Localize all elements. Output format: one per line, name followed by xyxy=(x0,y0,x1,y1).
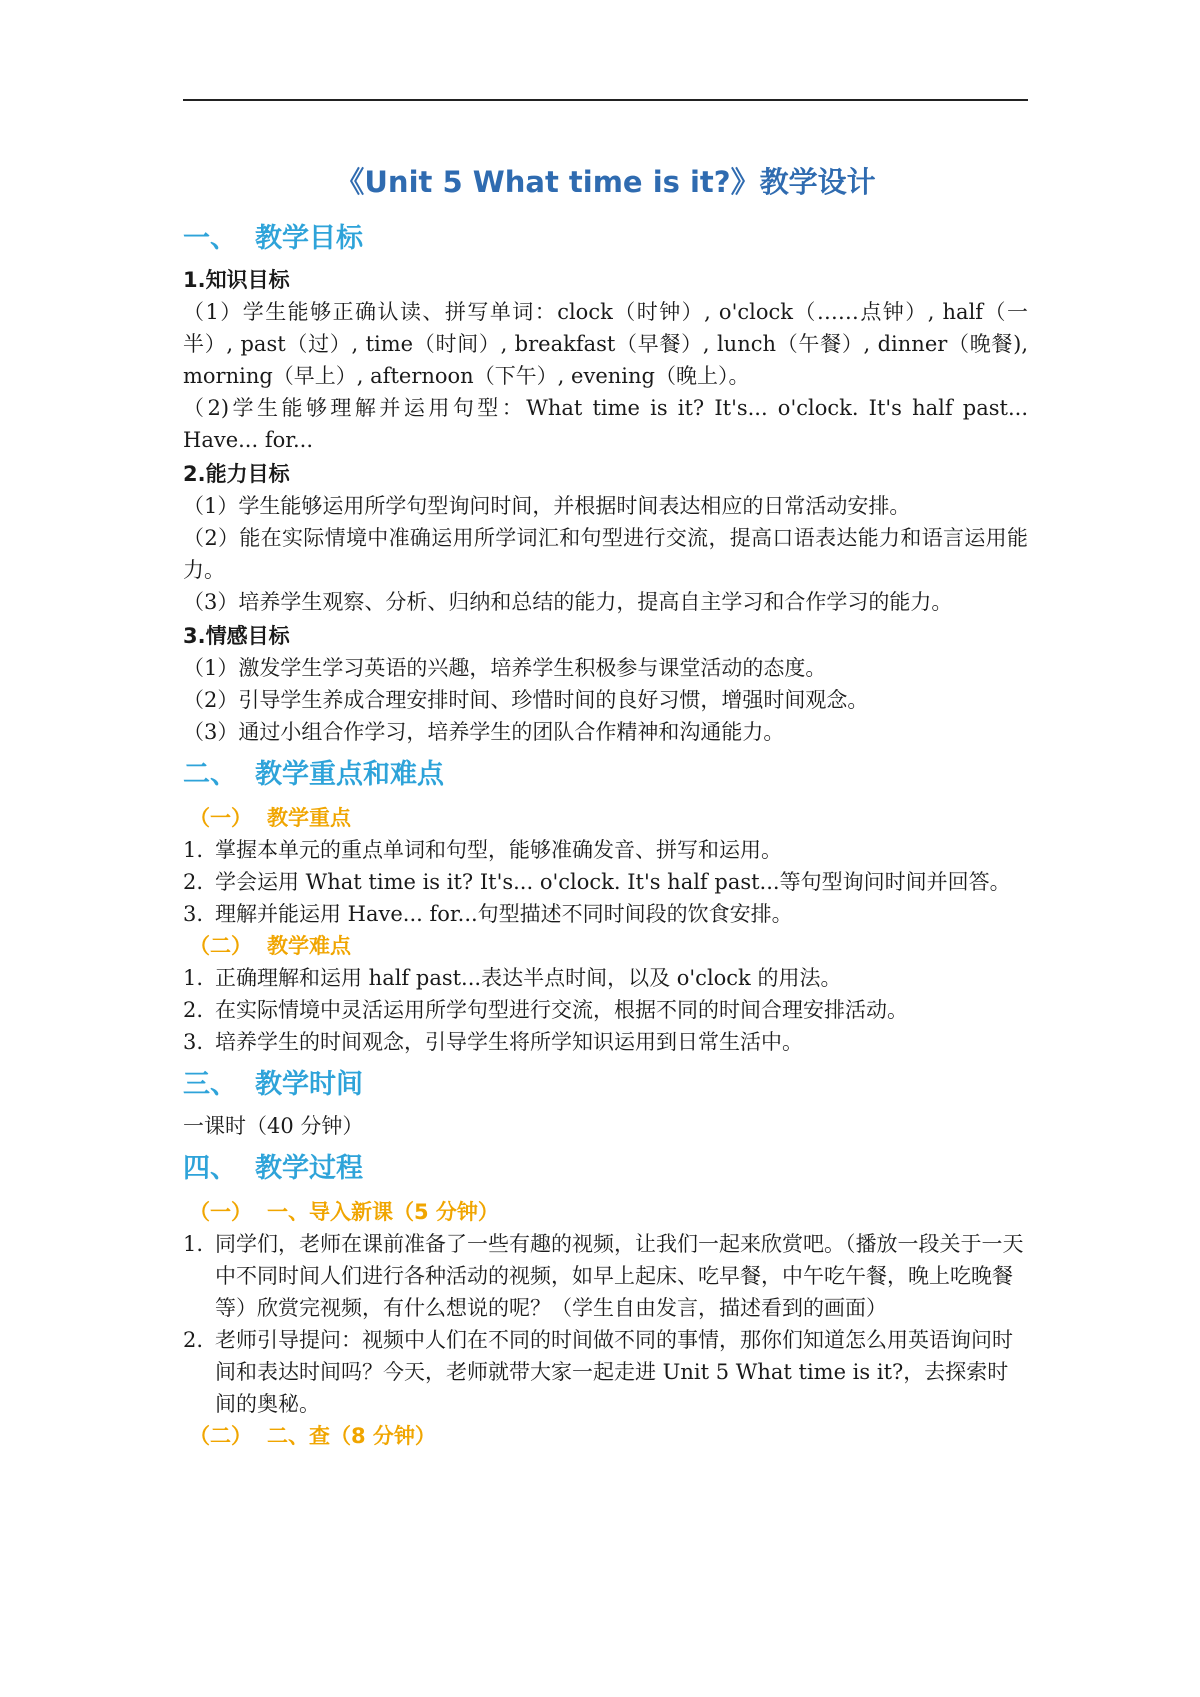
lesson-duration: 一课时（40 分钟） xyxy=(183,1114,364,1138)
list-item xyxy=(183,1324,1028,1420)
ability-goals-heading: 2.能力目标 xyxy=(183,462,290,486)
item-number: 1. xyxy=(183,1232,204,1256)
section-title: 教学重点和难点 xyxy=(255,759,444,790)
section-heading-time xyxy=(183,1066,1028,1104)
item-number: 3. xyxy=(183,1030,204,1054)
list-item xyxy=(183,898,1028,930)
subsection-title: 二、查（8 分钟） xyxy=(267,1424,436,1448)
list-item xyxy=(183,994,1028,1026)
item-number: 1. xyxy=(183,966,204,990)
item-text: 学会运用 What time is it? It's... o'clock. It's half past...等句型询问时间并回答。 xyxy=(215,870,1011,894)
item-number: 2. xyxy=(183,870,204,894)
subheading-key-points xyxy=(183,802,1028,834)
subheading-check xyxy=(183,1420,1028,1452)
ability-goal-2: （2）能在实际情境中准确运用所学词汇和句型进行交流，提高口语表达能力和语言运用能力。 xyxy=(183,526,1028,582)
item-text: 老师引导提问：视频中人们在不同的时间做不同的事情，那你们知道怎么用英语询问时间和表达时间吗？今天，老师就带大家一起走进 Unit 5 What time is it?，去探索时间的奥秘。 xyxy=(215,1328,1013,1416)
ability-goal-3: （3）培养学生观察、分析、归纳和总结的能力，提高自主学习和合作学习的能力。 xyxy=(183,590,953,614)
ability-goal-1: （1）学生能够运用所学句型询问时间，并根据时间表达相应的日常活动安排。 xyxy=(183,494,911,518)
knowledge-goal-2: （2)学生能够理解并运用句型：What time is it? It's... o'clock. It's half past... Have... for... xyxy=(183,396,1028,452)
subsection-title: 教学重点 xyxy=(267,806,351,830)
knowledge-goal-1: （1）学生能够正确认读、拼写单词：clock（时钟）, o'clock（……点钟）, half（一半）, past（过）, time（时间）, breakfast（早餐）, lunch（午餐）, dinner（晚餐), morning（早上）, afternoon（下午）, evening（晚上）。 xyxy=(183,300,1028,388)
section-heading-key-points xyxy=(183,756,1028,794)
subsection-number: （一） xyxy=(189,1200,252,1224)
section-heading-objectives xyxy=(183,220,1028,258)
item-number: 3. xyxy=(183,902,204,926)
section-heading-process xyxy=(183,1150,1028,1188)
item-number: 2. xyxy=(183,1328,204,1352)
item-text: 同学们，老师在课前准备了一些有趣的视频，让我们一起来欣赏吧。（播放一段关于一天中不同时间人们进行各种活动的视频，如早上起床、吃早餐，中午吃午餐，晚上吃晚餐等）欣赏完视频，有什么想说的呢？（学生自由发言，描述看到的画面） xyxy=(215,1232,1024,1320)
emotion-goals-heading: 3.情感目标 xyxy=(183,624,290,648)
header-rule xyxy=(183,99,1028,101)
item-number: 1. xyxy=(183,838,204,862)
emotion-goal-2: （2）引导学生养成合理安排时间、珍惜时间的良好习惯，增强时间观念。 xyxy=(183,688,869,712)
item-number: 2. xyxy=(183,998,204,1022)
subheading-introduction xyxy=(183,1196,1028,1228)
knowledge-goals-heading: 1.知识目标 xyxy=(183,268,290,292)
subsection-number: （一） xyxy=(189,806,252,830)
subsection-title: 教学难点 xyxy=(267,934,351,958)
emotion-goal-3: （3）通过小组合作学习，培养学生的团队合作精神和沟通能力。 xyxy=(183,720,785,744)
section-number: 一、 xyxy=(183,223,237,254)
item-text: 在实际情境中灵活运用所学句型进行交流，根据不同的时间合理安排活动。 xyxy=(215,998,908,1022)
item-text: 正确理解和运用 half past...表达半点时间，以及 o'clock 的用法。 xyxy=(215,966,842,990)
item-text: 掌握本单元的重点单词和句型，能够准确发音、拼写和运用。 xyxy=(215,838,782,862)
list-item xyxy=(183,834,1028,866)
list-item xyxy=(183,962,1028,994)
list-item xyxy=(183,1026,1028,1058)
section-title: 教学目标 xyxy=(255,223,363,254)
document-body xyxy=(183,150,1028,1452)
list-item xyxy=(183,866,1028,898)
subsection-number: （二） xyxy=(189,1424,252,1448)
section-title: 教学时间 xyxy=(255,1069,363,1100)
subheading-difficulties xyxy=(183,930,1028,962)
item-text: 理解并能运用 Have... for...句型描述不同时间段的饮食安排。 xyxy=(215,902,793,926)
emotion-goal-1: （1）激发学生学习英语的兴趣，培养学生积极参与课堂活动的态度。 xyxy=(183,656,827,680)
document-title: 《Unit 5 What time is it?》教学设计 xyxy=(335,165,876,199)
section-number: 二、 xyxy=(183,759,237,790)
subsection-title: 一、导入新课（5 分钟） xyxy=(267,1200,499,1224)
section-title: 教学过程 xyxy=(255,1153,363,1184)
item-text: 培养学生的时间观念，引导学生将所学知识运用到日常生活中。 xyxy=(215,1030,803,1054)
section-number: 三、 xyxy=(183,1069,237,1100)
subsection-number: （二） xyxy=(189,934,252,958)
list-item xyxy=(183,1228,1028,1324)
section-number: 四、 xyxy=(183,1153,237,1184)
